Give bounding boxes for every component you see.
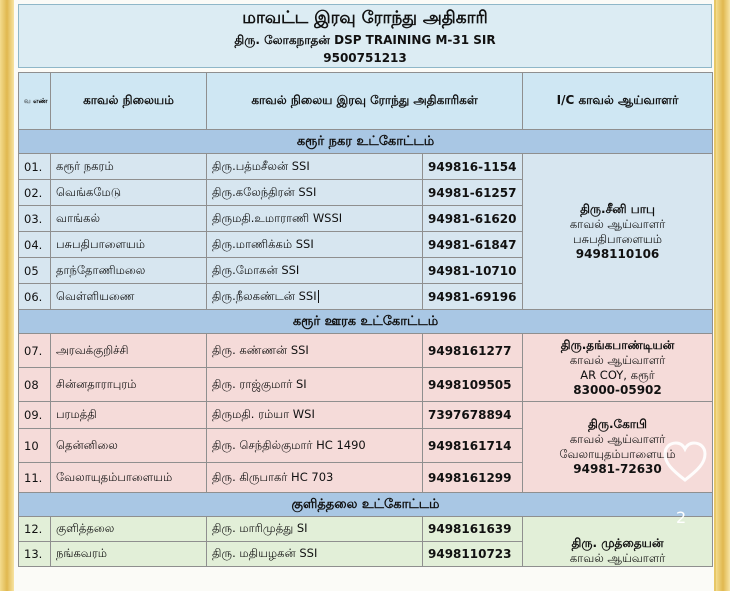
header-phone: 9500751213	[323, 51, 407, 65]
cell-phone: 94981-61847	[423, 232, 523, 258]
inspector-role: காவல் ஆய்வாளர்	[569, 432, 666, 446]
inspector-role: காவல் ஆய்வாளர்	[569, 216, 666, 231]
left-frame-border	[0, 0, 14, 591]
patrol-table	[18, 72, 713, 567]
table-header-row	[19, 73, 713, 130]
cell-station: தாந்தோணிமலை	[51, 258, 207, 284]
cell-phone: 9498161639	[423, 517, 523, 542]
like-count: 2	[676, 508, 687, 527]
cell-phone: 949816-1154	[423, 154, 523, 180]
cell-sno: 12.	[19, 517, 51, 542]
document-sheet	[14, 0, 714, 591]
cell-sno: 13.	[19, 542, 51, 567]
table-row	[19, 517, 713, 542]
cell-sno: 02.	[19, 180, 51, 206]
page-subtitle: திரு. லோகநாதன் DSP TRAINING M-31 SIR	[234, 33, 496, 47]
cell-station: நங்கவரம்	[51, 542, 207, 567]
cell-phone: 94981-10710	[423, 258, 523, 284]
cell-phone: 7397678894	[423, 402, 523, 429]
cell-officer: திரு. கிருபாகர் HC 703	[207, 463, 423, 493]
cell-officer: திரு. செந்தில்குமார் HC 1490	[207, 429, 423, 463]
cell-sno: 03.	[19, 206, 51, 232]
inspector-phone: 9498110106	[575, 246, 660, 261]
cell-officer: திருமதி. ரம்யா WSI	[207, 402, 423, 429]
inspector-phone: 83000-05902	[573, 382, 662, 397]
cell-officer: திரு. மாரிமுத்து SI	[207, 517, 423, 542]
inspector-cell	[523, 334, 713, 402]
cell-station: கரூர் நகரம்	[51, 154, 207, 180]
cell-officer: திரு. கண்ணன் SSI	[207, 334, 423, 368]
inspector-name: திரு. முத்தையன்	[571, 536, 664, 550]
heart-like-icon[interactable]	[662, 440, 708, 484]
cell-phone: 94981-61620	[423, 206, 523, 232]
cell-sno: 05	[19, 258, 51, 284]
text-cursor	[318, 290, 319, 303]
cell-station: பரமத்தி	[51, 402, 207, 429]
cell-officer: திருமதி.உமாராணி WSSI	[207, 206, 423, 232]
cell-station: தென்னிலை	[51, 429, 207, 463]
right-frame-border	[716, 0, 730, 591]
section-title: குளித்தலை உட்கோட்டம்	[19, 493, 713, 517]
cell-station: வேலாயுதம்பாளையம்	[51, 463, 207, 493]
cell-station: அரவக்குறிச்சி	[51, 334, 207, 368]
cell-phone: 9498161299	[423, 463, 523, 493]
table-row	[19, 154, 713, 180]
table-row	[19, 334, 713, 368]
col-header-station: காவல் நிலையம்	[51, 73, 207, 130]
section-title: கரூர் நகர உட்கோட்டம்	[19, 130, 713, 154]
inspector-name: திரு.கோபி	[588, 417, 647, 431]
cell-sno: 06.	[19, 284, 51, 310]
cell-officer: திரு.மாணிக்கம் SSI	[207, 232, 423, 258]
inspector-place: AR COY, கரூர்	[580, 367, 655, 382]
cell-officer: திரு.பத்மசீலன் SSI	[207, 154, 423, 180]
cell-station: வெங்கமேடு	[51, 180, 207, 206]
cell-phone: 9498161714	[423, 429, 523, 463]
page-title: மாவட்ட இரவு ரோந்து அதிகாரி	[242, 8, 488, 28]
cell-sno: 10	[19, 429, 51, 463]
cell-officer: திரு. ராஜ்குமார் SI	[207, 368, 423, 402]
cell-officer: திரு. மதியழகன் SSI	[207, 542, 423, 567]
inspector-cell	[523, 154, 713, 310]
table-row	[19, 402, 713, 429]
cell-station: பசுபதிபாளையம்	[51, 232, 207, 258]
cell-sno: 09.	[19, 402, 51, 429]
cell-officer-text: திரு.நீலகண்டன் SSI	[212, 288, 317, 303]
cell-sno: 07.	[19, 334, 51, 368]
cell-sno: 01.	[19, 154, 51, 180]
cell-station: வாங்கல்	[51, 206, 207, 232]
inspector-role: காவல் ஆய்வாளர்	[569, 551, 666, 565]
cell-sno: 08	[19, 368, 51, 402]
cell-officer	[207, 284, 423, 310]
cell-station: குளித்தலை	[51, 517, 207, 542]
inspector-place: பசுபதிபாளையம்	[573, 231, 662, 246]
cell-sno: 11.	[19, 463, 51, 493]
cell-officer: திரு.கலேந்திரன் SSI	[207, 180, 423, 206]
cell-phone: 9498110723	[423, 542, 523, 567]
inspector-phone: 94981-72630	[573, 462, 662, 476]
inspector-role: காவல் ஆய்வாளர்	[569, 352, 666, 367]
cell-phone: 94981-69196	[423, 284, 523, 310]
col-header-officer: காவல் நிலைய இரவு ரோந்து அதிகாரிகள்	[207, 73, 523, 130]
title-box	[18, 4, 712, 68]
inspector-name: திரு.தங்கபாண்டியன்	[560, 337, 675, 352]
cell-officer: திரு.மோகன் SSI	[207, 258, 423, 284]
col-header-sno: வ எண்	[19, 73, 51, 130]
cell-phone: 9498161277	[423, 334, 523, 368]
inspector-name: திரு.சீனி பாபு	[580, 201, 655, 216]
section-header	[19, 493, 713, 517]
section-header	[19, 310, 713, 334]
cell-phone: 94981-61257	[423, 180, 523, 206]
col-header-ic: I/C காவல் ஆய்வாளர்	[523, 73, 713, 130]
section-title: கரூர் ஊரக உட்கோட்டம்	[19, 310, 713, 334]
inspector-place: வேலாயுதம்பாளையம்	[559, 447, 676, 461]
cell-phone: 9498109505	[423, 368, 523, 402]
cell-sno: 04.	[19, 232, 51, 258]
cell-station: சின்னதாராபுரம்	[51, 368, 207, 402]
section-header	[19, 130, 713, 154]
cell-station: வெள்ளியணை	[51, 284, 207, 310]
